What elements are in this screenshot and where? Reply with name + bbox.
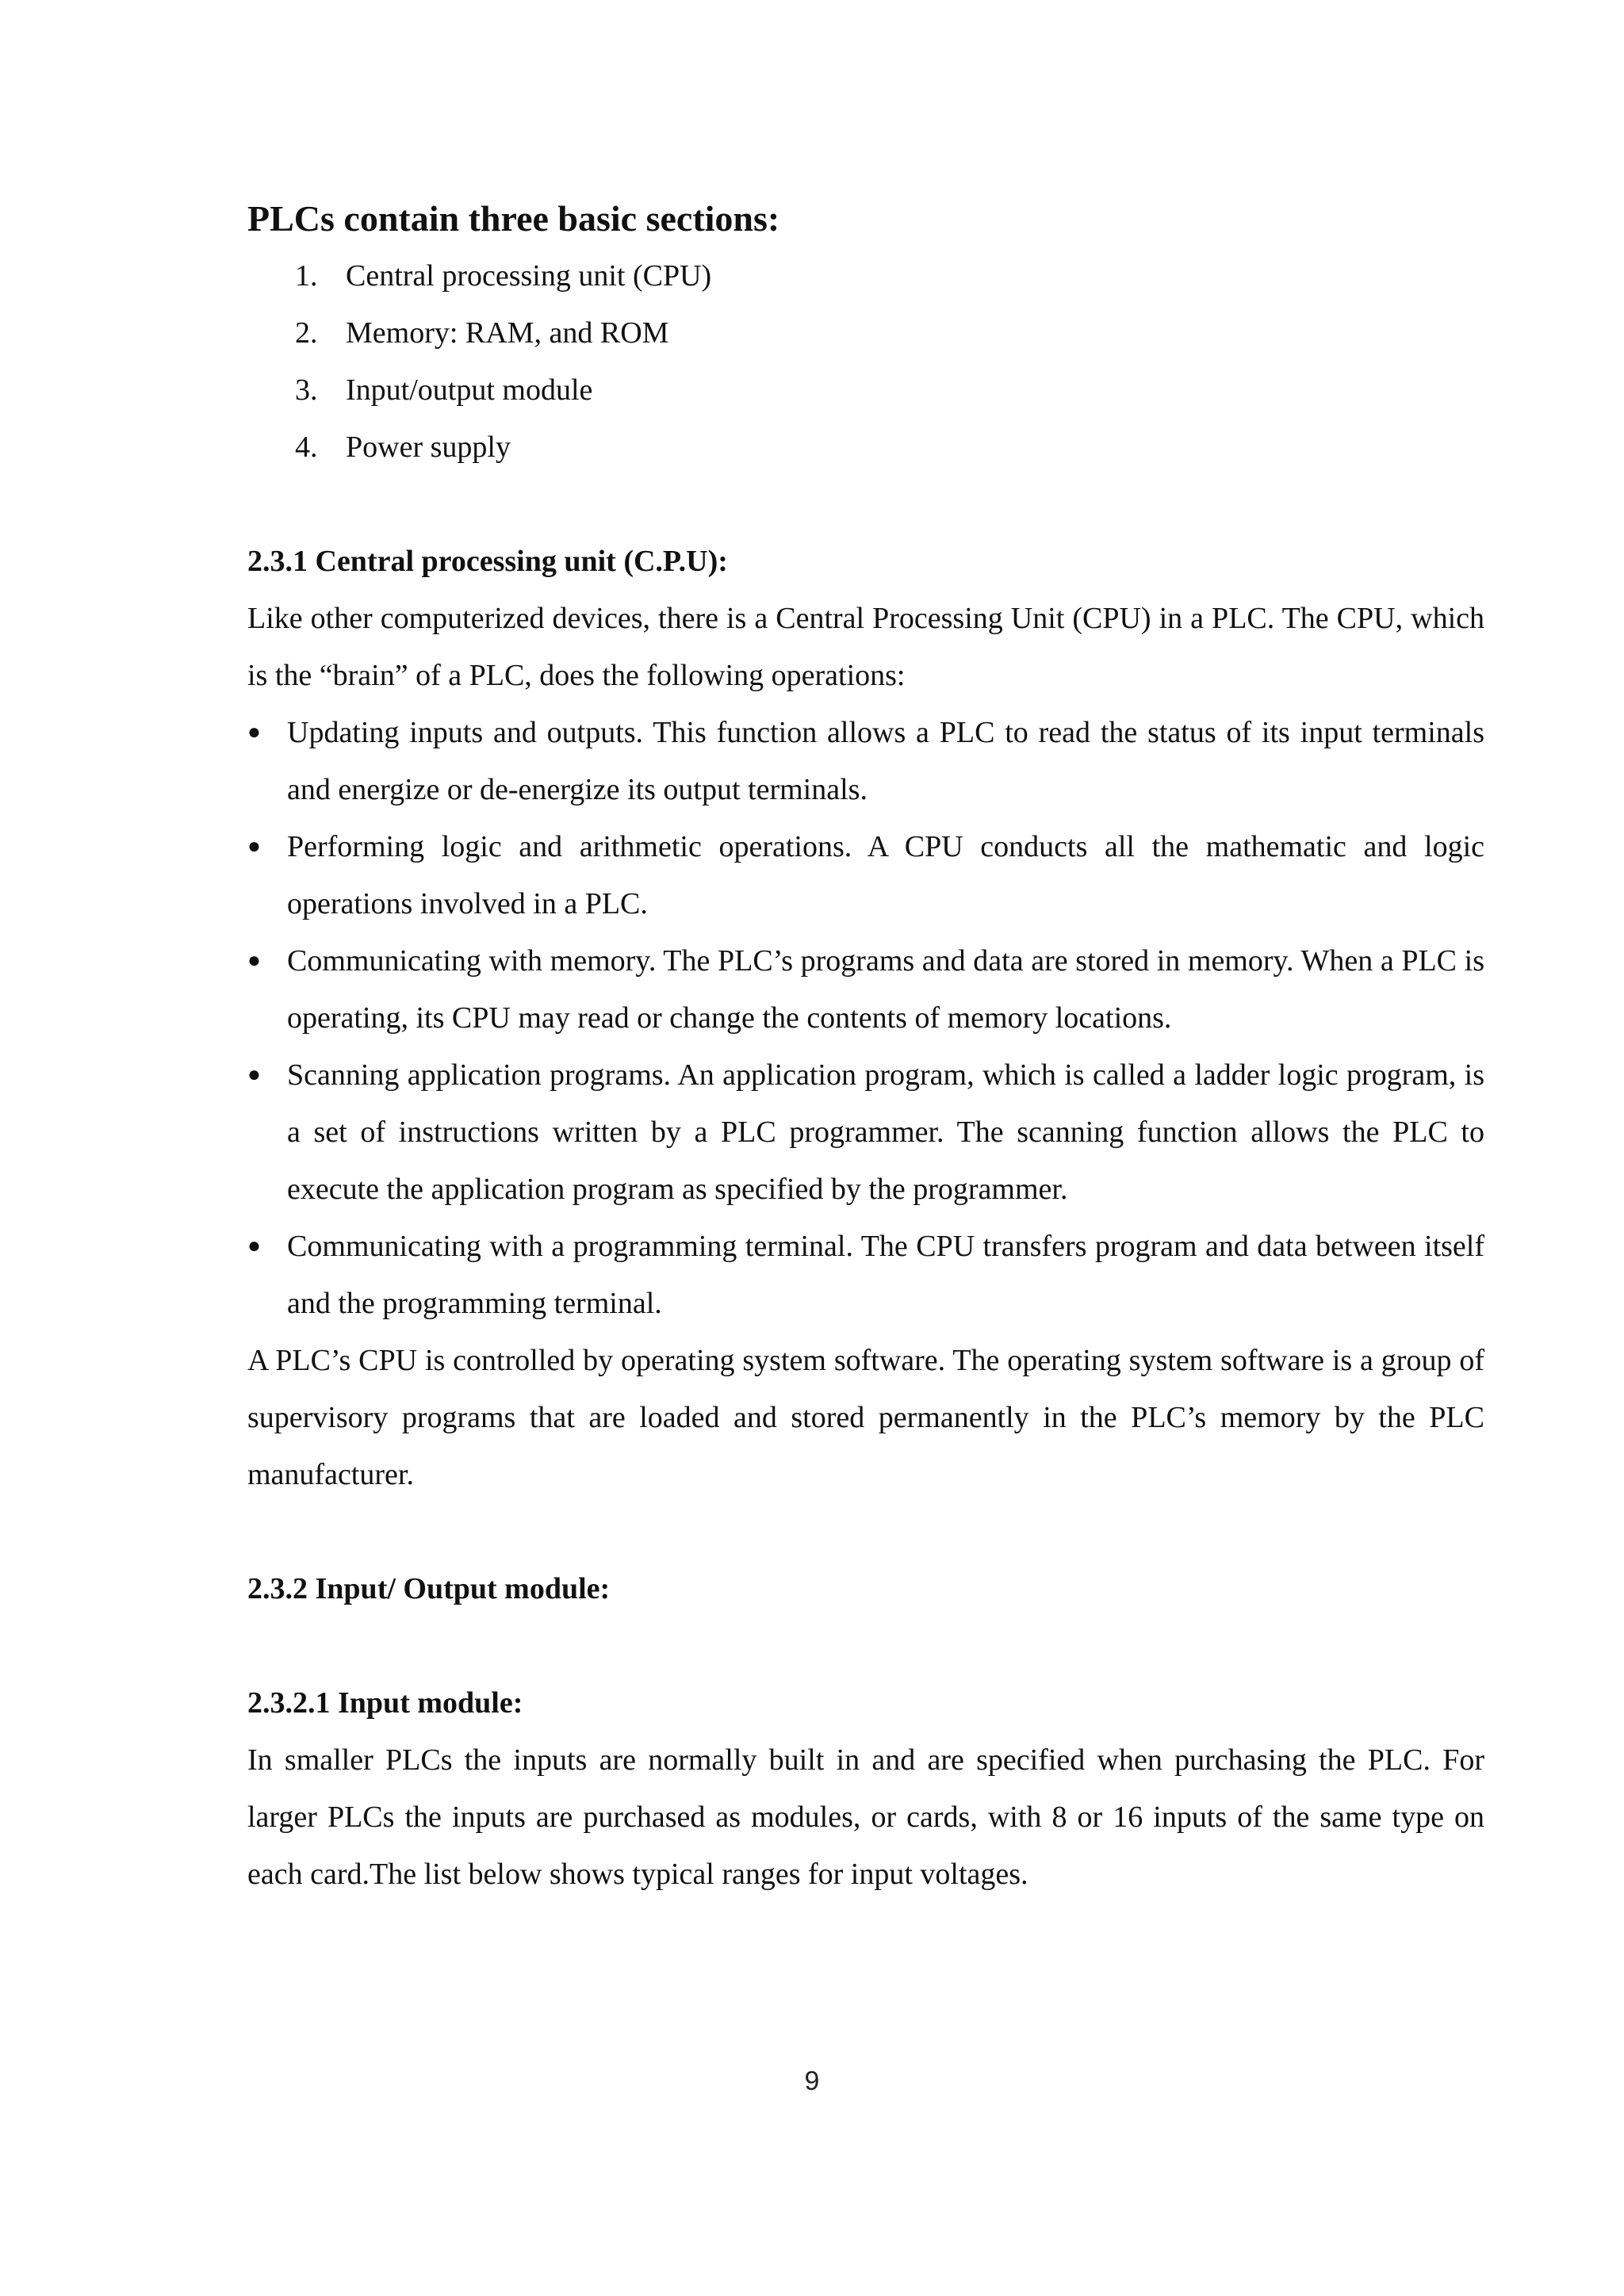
list-item: ● Updating inputs and outputs. This function allows a PLC to read the status of its input terminals and energize or de-energize its output terminals. bbox=[247, 704, 1484, 818]
input-module-title: 2.3.2.1 Input module: bbox=[247, 1686, 523, 1720]
page-content bbox=[247, 190, 1484, 1903]
list-item: 4. Power supply bbox=[295, 430, 511, 464]
spacer bbox=[247, 1503, 1484, 1560]
input-module-paragraph: In smaller PLCs the inputs are normally built in and are specified when purchasing the PLC. For larger PLCs the inputs are purchased as modules, or cards, with 8 or 16 inputs of the same type on each card.The list below shows typical ranges for input voltages. bbox=[247, 1743, 1484, 1891]
main-heading: PLCs contain three basic sections: bbox=[247, 198, 780, 239]
list-item: ● Communicating with a programming terminal. The CPU transfers program and data between itself and the programming terminal. bbox=[247, 1218, 1484, 1332]
list-item: 2. Memory: RAM, and ROM bbox=[295, 316, 669, 350]
cpu-section-title: 2.3.1 Central processing unit (C.P.U): bbox=[247, 545, 728, 578]
list-item: 3. Input/output module bbox=[295, 373, 593, 407]
spacer bbox=[247, 1617, 1484, 1674]
list-item: ● Communicating with memory. The PLC’s programs and data are stored in memory. When a PLC is operating, its CPU may read or change the contents of memory locations. bbox=[247, 932, 1484, 1047]
cpu-operations-list bbox=[247, 704, 1484, 1332]
sections-list bbox=[247, 247, 1484, 476]
cpu-intro: Like other computerized devices, there is a Central Processing Unit (CPU) in a PLC. The CPU, which is the “brain” of a PLC, does the following operations: bbox=[247, 602, 1484, 692]
page-number: 9 bbox=[804, 2066, 820, 2096]
cpu-closing-paragraph: A PLC’s CPU is controlled by operating system software. The operating system software is a group of supervisory programs that are loaded and stored permanently in the PLC’s memory by the PLC manufacturer. bbox=[247, 1344, 1484, 1491]
bullet-icon: ● bbox=[247, 720, 261, 744]
bullet-icon: ● bbox=[247, 948, 261, 973]
list-item: ● Performing logic and arithmetic operations. A CPU conducts all the mathematic and logic operations involved in a PLC. bbox=[247, 818, 1484, 932]
io-section-title: 2.3.2 Input/ Output module: bbox=[247, 1572, 611, 1605]
list-item: 1. Central processing unit (CPU) bbox=[295, 259, 712, 293]
list-item: ● Scanning application programs. An application program, which is called a ladder logic program, is a set of instructions written by a PLC programmer. The scanning function allows the PLC to execute the application program as specified by the programmer. bbox=[247, 1047, 1484, 1218]
bullet-icon: ● bbox=[247, 1234, 261, 1258]
spacer bbox=[247, 476, 1484, 533]
bullet-icon: ● bbox=[247, 1062, 261, 1087]
bullet-icon: ● bbox=[247, 834, 261, 859]
